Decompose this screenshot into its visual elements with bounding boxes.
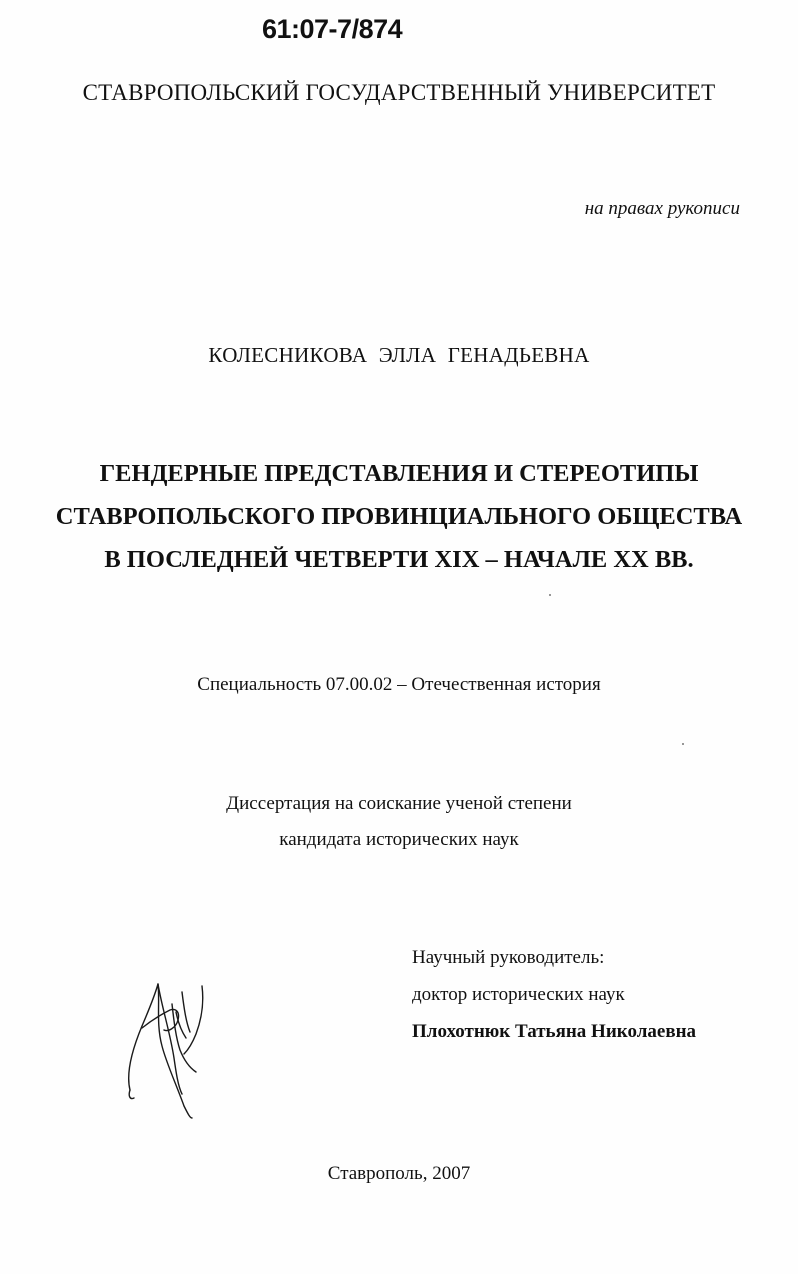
scan-speck [549, 594, 551, 596]
supervisor-name: Плохотнюк Татьяна Николаевна [412, 1021, 697, 1042]
supervisor-label: Научный руководитель: [412, 947, 605, 968]
specialty-line: Специальность 07.00.02 – Отечественная история [197, 674, 601, 695]
manuscript-note: на правах рукописи [584, 198, 740, 219]
author-name: КОЛЕСНИКОВА ЭЛЛА ГЕНАДЬЕВНА [208, 343, 590, 367]
dissertation-title [0, 452, 798, 581]
archive-code: 61:07-7/874 [262, 14, 403, 44]
city-year: Ставрополь, 2007 [327, 1163, 471, 1184]
title-line: ГЕНДЕРНЫЕ ПРЕДСТАВЛЕНИЯ И СТЕРЕОТИПЫ [99, 460, 699, 487]
degree-line: кандидата исторических наук [279, 829, 519, 850]
handwritten-signature-icon [118, 962, 228, 1122]
scan-speck [682, 743, 684, 745]
degree-line: Диссертация на соискание ученой степени [226, 793, 572, 814]
degree-statement [0, 786, 798, 858]
title-line: В ПОСЛЕДНЕЙ ЧЕТВЕРТИ XIX – НАЧАЛЕ XX ВВ. [104, 546, 694, 573]
title-line: СТАВРОПОЛЬСКОГО ПРОВИНЦИАЛЬНОГО ОБЩЕСТВА [55, 503, 743, 530]
university-name: СТАВРОПОЛЬСКИЙ ГОСУДАРСТВЕННЫЙ УНИВЕРСИТЕТ [82, 80, 716, 105]
supervisor-block [412, 939, 696, 1050]
supervisor-degree: доктор исторических наук [412, 984, 625, 1005]
